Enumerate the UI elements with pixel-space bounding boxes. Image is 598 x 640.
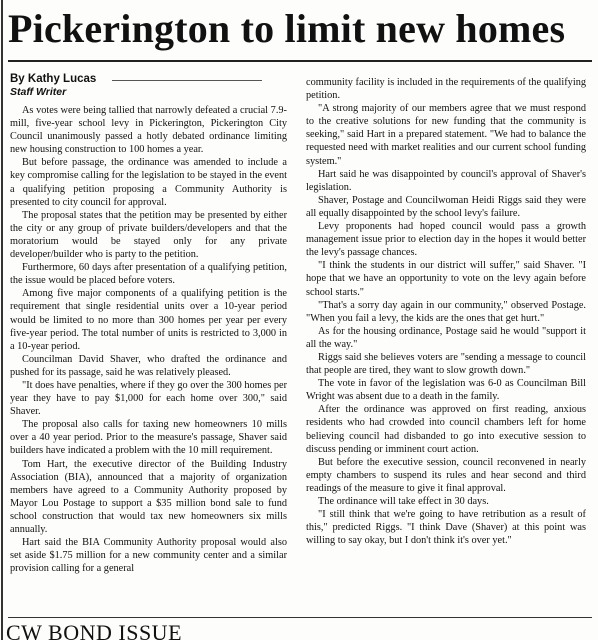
left-column [10, 104, 287, 575]
paragraph: The proposal states that the petition may be presented by either the city or any group of private builders/developers and that the moratorium would be stayed only for any private developer/builder who is party to the petition. [10, 209, 287, 261]
paragraph: As for the housing ordinance, Postage said he would "support it all the way." [306, 325, 586, 350]
paragraph: Among five major components of a qualifying petition is the requirement that single residential units over a 10-year period would be limited to no more than 300 homes per year per every five-year period. The total number of units is restricted to 3,000 in a 10-year period. [10, 288, 287, 352]
paragraph: But before the executive session, council reconvened in nearly empty chambers to suspend its rules and hear second and third readings of the measure to give it final approval. [306, 456, 586, 494]
section-rule [8, 617, 592, 618]
clipping-edge [1, 0, 3, 640]
paragraph: Levy proponents had hoped council would pass a growth management issue prior to election day in the hopes it would better the levy's passage chances. [306, 221, 586, 259]
paragraph: The proposal also calls for taxing new homeowners 10 mills over a 40 year period. Prior to the measure's passage, Shaver said builders have indicated a problem with the 10 mill requirement. [10, 419, 287, 457]
paragraph: "A strong majority of our members agree that we must respond to the creative solutions for new funding that the community is seeking," said Hart in a prepared statement. "We had to balance the requested need with market realities and our current school funding system." [306, 103, 586, 167]
paragraph: Shaver, Postage and Councilwoman Heidi Riggs said they were all equally disappointed by the school levy's failure. [306, 194, 586, 219]
paragraph: Councilman David Shaver, who drafted the ordinance and pushed for its passage, said he was relatively pleased. [10, 353, 287, 378]
headline-rule [8, 60, 592, 62]
paragraph: After the ordinance was approved on first reading, anxious residents who had crowded into council chambers left for home believing council had disbanded to go into executive session to discuss pending or imminent court action. [306, 404, 586, 455]
paragraph: "That's a sorry day again in our community," observed Postage. "When you fail a levy, the kids are the ones that get hurt." [306, 299, 586, 324]
paragraph-continuation: community facility is included in the requirements of the qualifying petition. [306, 77, 586, 102]
paragraph: "It does have penalties, where if they go over the 300 homes per year they have to pay $1,000 for each home over 300," said Shaver. [10, 379, 287, 418]
paragraph: Furthermore, 60 days after presentation of a qualifying petition, the issue would be placed before voters. [10, 262, 287, 287]
paragraph: Hart said the BIA Community Authority proposal would also set aside $1.75 million for a new community center and a similar provision calling for a general [10, 537, 287, 575]
paragraph: As votes were being tallied that narrowly defeated a crucial 7.9-mill, five-year school levy in Pickerington, Pickerington City Council unanimously passed a hotly debated ordinance limiting new housing construction to 100 homes a year. [10, 105, 287, 156]
byline-rule [112, 80, 262, 81]
paragraph: But before passage, the ordinance was amended to include a key compromise calling for the legislation to be stayed in the event a qualifying petition proposing a Community Authority is presented to city council for approval. [10, 157, 287, 208]
article-headline: Pickerington to limit new homes [8, 6, 566, 51]
paragraph: Tom Hart, the executive director of the Building Industry Association (BIA), announced that a majority of organization members have agreed to a Community Authority proposed by Mayor Lou Postage to support a $35 million bond sale to fund school construction that would tax new homeowners six mills annually. [10, 458, 287, 535]
right-column [306, 76, 586, 547]
paragraph: Riggs said she believes voters are "sending a message to council that people are tired, they want to slow growth down." [306, 351, 586, 377]
paragraph: "I think the students in our district will suffer," said Shaver. "I hope that we have an opportunity to vote on the levy again before school starts." [306, 260, 586, 298]
paragraph: Hart said he was disappointed by council's approval of Shaver's legislation. [306, 168, 586, 193]
paragraph: The ordinance will take effect in 30 days. [318, 496, 489, 507]
byline: By Kathy Lucas [10, 73, 97, 85]
paragraph: The vote in favor of the legislation was 6-0 as Councilman Bill Wright was absent due to a death in the family. [306, 378, 586, 403]
paragraph: "I still think that we're going to have retribution as a result of this," predicted Riggs. "I think Dave (Shaver) at this point was willing to say okay, but I don't think it's over yet." [306, 509, 586, 547]
staff-role: Staff Writer [10, 86, 67, 98]
next-article-headline: CW BOND ISSUE [6, 620, 183, 640]
